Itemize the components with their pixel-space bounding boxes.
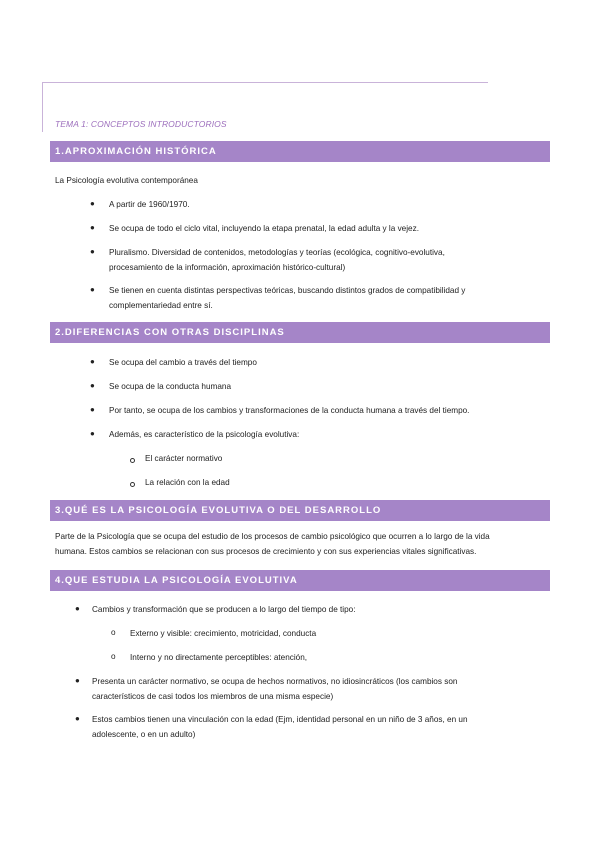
- bullet-dot: ●: [75, 714, 80, 723]
- s1-bullet-4b: complementariedad entre sí.: [109, 301, 213, 310]
- header-rule-vertical: [42, 82, 43, 132]
- s4-bullet-2b: característicos de casi todos los miembros de una misma especie): [92, 692, 334, 701]
- s4-subbullet-1: Externo y visible: crecimiento, motricidad, conducta: [130, 629, 317, 638]
- sub-bullet-circle: [130, 458, 135, 463]
- s2-subbullet-1: El carácter normativo: [145, 454, 223, 463]
- s3-paragraph-line-2: humana. Estos cambios se relacionan con sus procesos de crecimiento y con sus experiencias vitales significativas.: [55, 547, 477, 556]
- s4-bullet-3b: adolescente, o en un adulto): [92, 730, 196, 739]
- s4-bullet-2a: Presenta un carácter normativo, se ocupa de hechos normativos, no idiosincráticos (los cambios son: [92, 677, 458, 686]
- bullet-dot: ●: [75, 604, 80, 613]
- s4-bullet-3a: Estos cambios tienen una vinculación con la edad (Ejm, identidad personal en un niño de 3 años, en un: [92, 715, 468, 724]
- bullet-dot: ●: [90, 199, 95, 208]
- header-rule-horizontal: [42, 82, 488, 83]
- s4-bullet-1: Cambios y transformación que se producen a lo largo del tiempo de tipo:: [92, 605, 356, 614]
- bullet-dot: ●: [90, 247, 95, 256]
- bullet-dot: ●: [90, 405, 95, 414]
- s2-bullet-4: Además, es característico de la psicología evolutiva:: [109, 430, 300, 439]
- s1-bullet-2: Se ocupa de todo el ciclo vital, incluyendo la etapa prenatal, la edad adulta y la vejez.: [109, 224, 419, 233]
- s2-bullet-3: Por tanto, se ocupa de los cambios y transformaciones de la conducta humana a través del tiempo.: [109, 406, 470, 415]
- s3-paragraph-line-1: Parte de la Psicología que se ocupa del estudio de los procesos de cambio psicológico que ocurren a lo largo de la vida: [55, 532, 490, 541]
- document-subtitle: TEMA 1: CONCEPTOS INTRODUCTORIOS: [55, 119, 227, 129]
- section-heading-1: 1.APROXIMACIÓN HISTÓRICA: [50, 141, 550, 162]
- section-heading-2: 2.DIFERENCIAS CON OTRAS DISCIPLINAS: [50, 322, 550, 343]
- s1-bullet-3b: procesamiento de la información, aproximación histórico-cultural): [109, 263, 346, 272]
- bullet-dot: ●: [75, 676, 80, 685]
- bullet-dot: ●: [90, 223, 95, 232]
- section-1-intro: La Psicología evolutiva contemporánea: [55, 176, 198, 185]
- bullet-dot: ●: [90, 429, 95, 438]
- s1-bullet-1: A partir de 1960/1970.: [109, 200, 190, 209]
- section-heading-4: 4.QUE ESTUDIA LA PSICOLOGÍA EVOLUTIVA: [50, 570, 550, 591]
- section-heading-3: 3.QUÉ ES LA PSICOLOGÍA EVOLUTIVA O DEL DESARROLLO: [50, 500, 550, 521]
- s2-bullet-1: Se ocupa del cambio a través del tiempo: [109, 358, 257, 367]
- sub-bullet-label: o: [111, 652, 116, 661]
- bullet-dot: ●: [90, 381, 95, 390]
- s2-subbullet-2: La relación con la edad: [145, 478, 230, 487]
- sub-bullet-circle: [130, 482, 135, 487]
- bullet-dot: ●: [90, 357, 95, 366]
- s1-bullet-4a: Se tienen en cuenta distintas perspectivas teóricas, buscando distintos grados de compatibilidad y: [109, 286, 466, 295]
- s1-bullet-3a: Pluralismo. Diversidad de contenidos, metodologías y teorías (ecológica, cognitivo-evolutiva,: [109, 248, 445, 257]
- s4-subbullet-2: Interno y no directamente perceptibles: atención,: [130, 653, 308, 662]
- sub-bullet-label: o: [111, 628, 116, 637]
- bullet-dot: ●: [90, 285, 95, 294]
- s2-bullet-2: Se ocupa de la conducta humana: [109, 382, 231, 391]
